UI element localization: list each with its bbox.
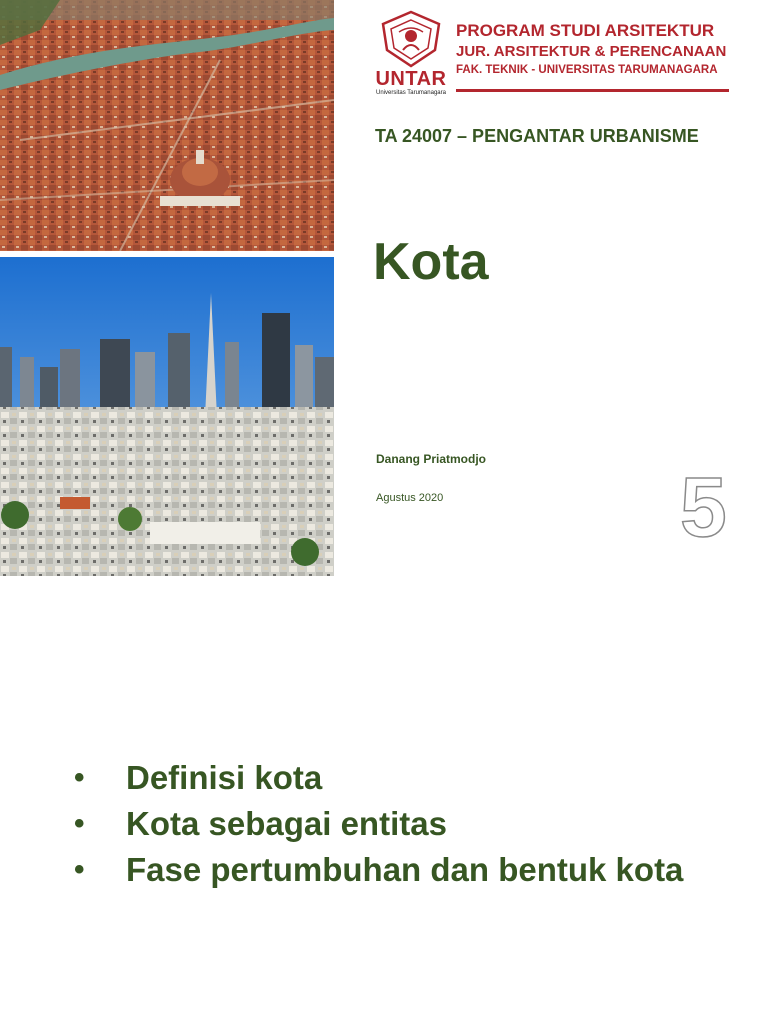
logo-wordmark: UNTAR	[375, 68, 447, 90]
aerial-city-photo	[0, 0, 334, 251]
topic-label: Fase pertumbuhan dan bentuk kota	[126, 851, 684, 888]
faculty-name: FAK. TEKNIK - UNIVERSITAS TARUMANAGARA	[456, 64, 718, 76]
list-item	[74, 756, 683, 802]
topic-list	[74, 756, 683, 894]
chapter-number: 5	[680, 460, 727, 554]
program-name: PROGRAM STUDI ARSITEKTUR	[456, 21, 715, 40]
bullet-icon: •	[74, 853, 85, 886]
topic-label: Kota sebagai entitas	[126, 805, 447, 842]
topic-label: Definisi kota	[126, 759, 323, 796]
page-title: Kota	[373, 233, 489, 291]
untar-logo	[373, 10, 449, 98]
header-divider	[456, 89, 729, 92]
course-title: TA 24007 – PENGANTAR URBANISME	[375, 126, 699, 146]
list-item	[74, 802, 683, 848]
department-name: JUR. ARSITEKTUR & PERENCANAAN	[456, 43, 727, 60]
skyline-city-photo	[0, 257, 334, 576]
untar-emblem-icon	[373, 10, 449, 70]
author-name: Danang Priatmodjo	[376, 452, 487, 466]
logo-subtext: Universitas Tarumanagara	[376, 90, 446, 96]
presentation-date: Agustus 2020	[376, 492, 444, 504]
list-item	[74, 848, 683, 894]
bullet-icon: •	[74, 761, 85, 794]
bullet-icon: •	[74, 807, 85, 840]
institution-header	[456, 20, 736, 78]
